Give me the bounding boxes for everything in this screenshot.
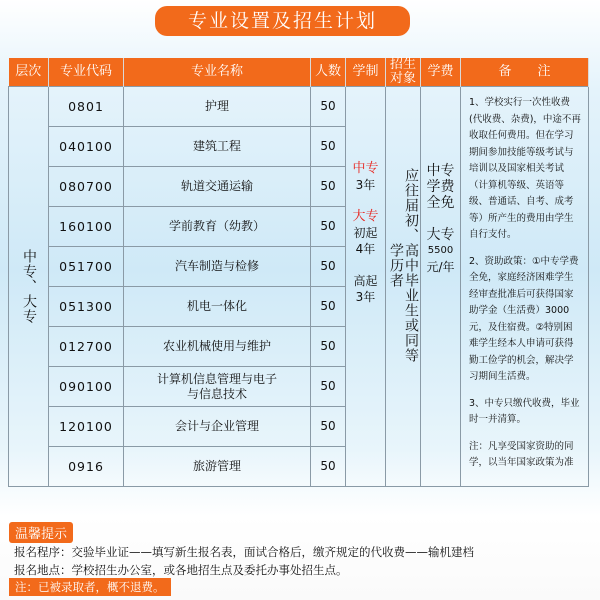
target-cell <box>386 87 421 487</box>
location-text: 报名地点：学校招生办公室，或各地招生点及委托办事处招生点。 <box>14 563 348 577</box>
count-cell: 50 <box>311 447 346 487</box>
code-cell: 080700 <box>49 167 124 207</box>
procedure-text: 报名程序：交验毕业证——填写新生报名表，面试合格后，缴齐规定的代收费——输机建档 <box>14 545 474 559</box>
name-cell: 计算机信息管理与电子与信息技术 <box>124 367 311 407</box>
system-dz-chu-years: 4年 <box>355 242 376 256</box>
system-dz-gao-years: 3年 <box>355 290 376 304</box>
fee-dz-unit: 元/年 <box>426 260 455 274</box>
page-title: 专业设置及招生计划 <box>155 6 410 36</box>
code-cell: 012700 <box>49 327 124 367</box>
count-cell: 50 <box>311 247 346 287</box>
header-name: 专业名称 <box>124 58 311 87</box>
fee-dz-amount: 5500 <box>427 245 454 256</box>
name-cell: 学前教育（幼教） <box>124 207 311 247</box>
note-item: 注：凡享受国家资助的同学，以当年国家政策为准 <box>469 440 574 468</box>
system-dz-gao: 高起 <box>353 274 378 288</box>
fee-dz: 大专 <box>426 227 455 243</box>
code-cell: 0801 <box>49 87 124 127</box>
name-cell: 汽车制造与检修 <box>124 247 311 287</box>
notes-cell <box>461 87 589 487</box>
count-cell: 50 <box>311 87 346 127</box>
header-count: 人数 <box>311 58 346 87</box>
level-text: 中专、大专 <box>21 249 37 324</box>
note-item: 1、学校实行一次性收费(代收费、杂费)，中途不再收取任何费用。但在学习期间参加技能等级考试与培训以及国家相关考试（计算机等级、英语等级、普通话、自考、成考等）所产生的费用由学生自行支付。 <box>469 97 581 240</box>
tips-title: 温馨提示 <box>9 522 73 543</box>
code-cell: 090100 <box>49 367 124 407</box>
name-cell: 会计与企业管理 <box>124 407 311 447</box>
name-cell: 农业机械使用与维护 <box>124 327 311 367</box>
warning-text: 注：已被录取者，概不退费。 <box>9 578 171 596</box>
code-cell: 040100 <box>49 127 124 167</box>
target-text: 应往届初、高中毕业生或同等学历者 <box>388 167 419 363</box>
name-cell: 建筑工程 <box>124 127 311 167</box>
count-cell: 50 <box>311 327 346 367</box>
note-item: 3、中专只缴代收费，毕业时一并清算。 <box>469 397 580 425</box>
count-cell: 50 <box>311 167 346 207</box>
fee-cell <box>421 87 461 487</box>
code-cell: 160100 <box>49 207 124 247</box>
count-cell: 50 <box>311 207 346 247</box>
name-cell: 机电一体化 <box>124 287 311 327</box>
header-level: 层次 <box>9 58 49 87</box>
header-notes: 备 注 <box>461 58 589 87</box>
header-target: 招生对象 <box>386 58 421 87</box>
table-header <box>9 58 589 87</box>
header-fee: 学费 <box>421 58 461 87</box>
count-cell: 50 <box>311 367 346 407</box>
header-code: 专业代码 <box>49 58 124 87</box>
count-cell: 50 <box>311 287 346 327</box>
note-item: 2、资助政策：①中专学费全免，家庭经济困难学生经审查批准后可获得国家助学金（生活费）3000元，及住宿费。②特别困难学生经本人申请可获得勤工俭学的机会，解决学习期间生活费。 <box>469 255 579 382</box>
name-cell: 旅游管理 <box>124 447 311 487</box>
fee-zz: 中专学费全免 <box>426 163 455 211</box>
header-system: 学制 <box>346 58 386 87</box>
name-cell: 护理 <box>124 87 311 127</box>
system-zz: 中专 <box>352 161 379 176</box>
code-cell: 0916 <box>49 447 124 487</box>
system-dz-chu: 初起 <box>353 226 378 240</box>
system-zz-years: 3年 <box>355 178 376 192</box>
system-cell <box>346 87 386 487</box>
code-cell: 051300 <box>49 287 124 327</box>
table-row <box>9 87 589 127</box>
enrollment-table <box>8 58 589 487</box>
system-dz: 大专 <box>352 209 379 224</box>
count-cell: 50 <box>311 127 346 167</box>
count-cell: 50 <box>311 407 346 447</box>
code-cell: 120100 <box>49 407 124 447</box>
code-cell: 051700 <box>49 247 124 287</box>
level-cell <box>9 87 49 487</box>
name-cell: 轨道交通运输 <box>124 167 311 207</box>
